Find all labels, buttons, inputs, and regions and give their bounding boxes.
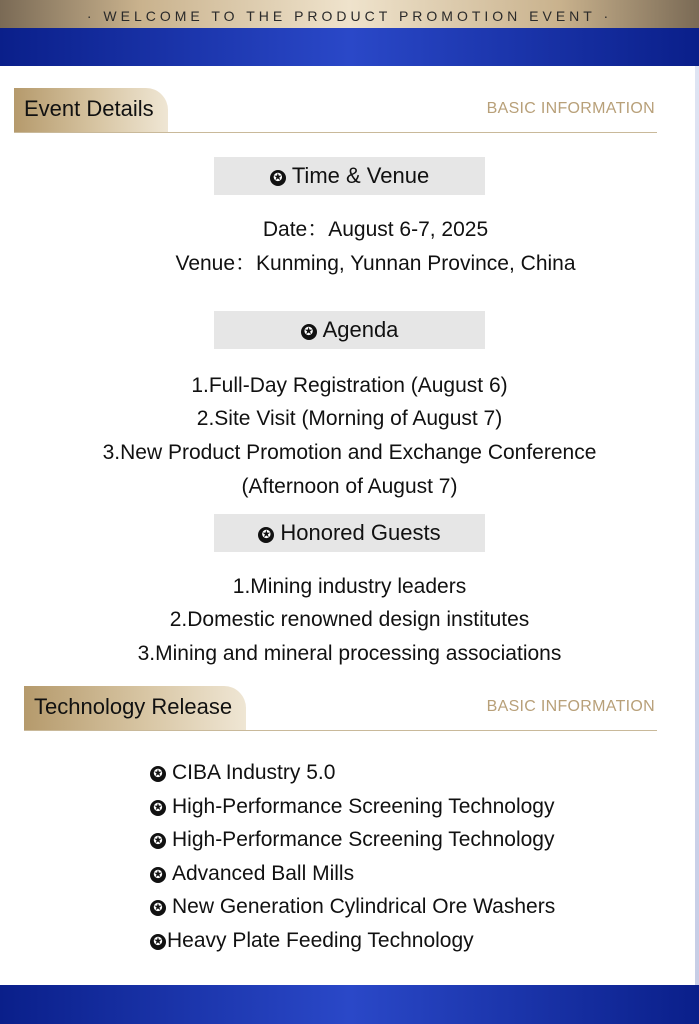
- technology-item-label: New Generation Cylindrical Ore Washers: [172, 895, 556, 919]
- honored-guests-heading-label: Honored Guests: [280, 520, 441, 545]
- list-item: [150, 890, 555, 924]
- star-circle-icon: ✪: [150, 800, 166, 816]
- agenda-heading: [214, 311, 485, 349]
- guest-item: 1.Mining industry leaders: [232, 575, 467, 598]
- time-venue-heading-label: Time & Venue: [291, 163, 430, 188]
- technology-release-title: Technology Release: [24, 686, 246, 730]
- star-circle-icon: ✪: [150, 766, 166, 782]
- list-item: [150, 857, 555, 891]
- technology-item-label: High-Performance Screening Technology: [172, 828, 555, 852]
- agenda-item: 3.New Product Promotion and Exchange Conference: [102, 441, 597, 464]
- technology-item-label: Advanced Ball Mills: [172, 861, 355, 885]
- star-circle-icon: ✪: [301, 324, 317, 340]
- technology-item-label: CIBA Industry 5.0: [172, 761, 336, 784]
- technology-item-label: High-Performance Screening Technology: [172, 794, 555, 818]
- agenda-item: 2.Site Visit (Morning of August 7): [196, 407, 503, 430]
- list-item: [150, 924, 555, 958]
- list-item: [150, 756, 555, 790]
- star-circle-icon: ✪: [150, 934, 166, 950]
- star-circle-icon: ✪: [270, 170, 286, 186]
- star-circle-icon: ✪: [150, 900, 166, 916]
- guest-item: 2.Domestic renowned design institutes: [169, 608, 530, 631]
- technology-list: [150, 756, 555, 958]
- event-details-title: Event Details: [14, 88, 168, 132]
- top-blue-band: [0, 28, 699, 66]
- right-edge-decoration: [695, 66, 699, 985]
- guest-item: 3.Mining and mineral processing associations: [137, 642, 562, 665]
- honored-guests-heading: [214, 514, 485, 552]
- agenda-item: (Afternoon of August 7): [241, 475, 458, 498]
- technology-item-label: Heavy Plate Feeding Technology: [167, 928, 474, 952]
- technology-release-header: [24, 686, 657, 731]
- star-circle-icon: ✪: [258, 527, 274, 543]
- bottom-blue-band: [0, 985, 699, 1024]
- event-details-header: [14, 88, 657, 133]
- technology-release-subtitle: BASIC INFORMATION: [486, 698, 655, 715]
- list-item: [150, 790, 555, 824]
- event-details-subtitle: BASIC INFORMATION: [486, 100, 655, 117]
- star-circle-icon: ✪: [150, 867, 166, 883]
- star-circle-icon: ✪: [150, 833, 166, 849]
- event-date: Date：August 6-7, 2025: [262, 218, 489, 241]
- welcome-banner-text: · WELCOME TO THE PRODUCT PROMOTION EVENT ·: [86, 8, 613, 24]
- time-venue-heading: [214, 157, 485, 195]
- list-item: [150, 823, 555, 857]
- event-venue: Venue：Kunming, Yunnan Province, China: [175, 252, 576, 275]
- agenda-item: 1.Full-Day Registration (August 6): [191, 374, 508, 397]
- agenda-heading-label: Agenda: [322, 317, 399, 342]
